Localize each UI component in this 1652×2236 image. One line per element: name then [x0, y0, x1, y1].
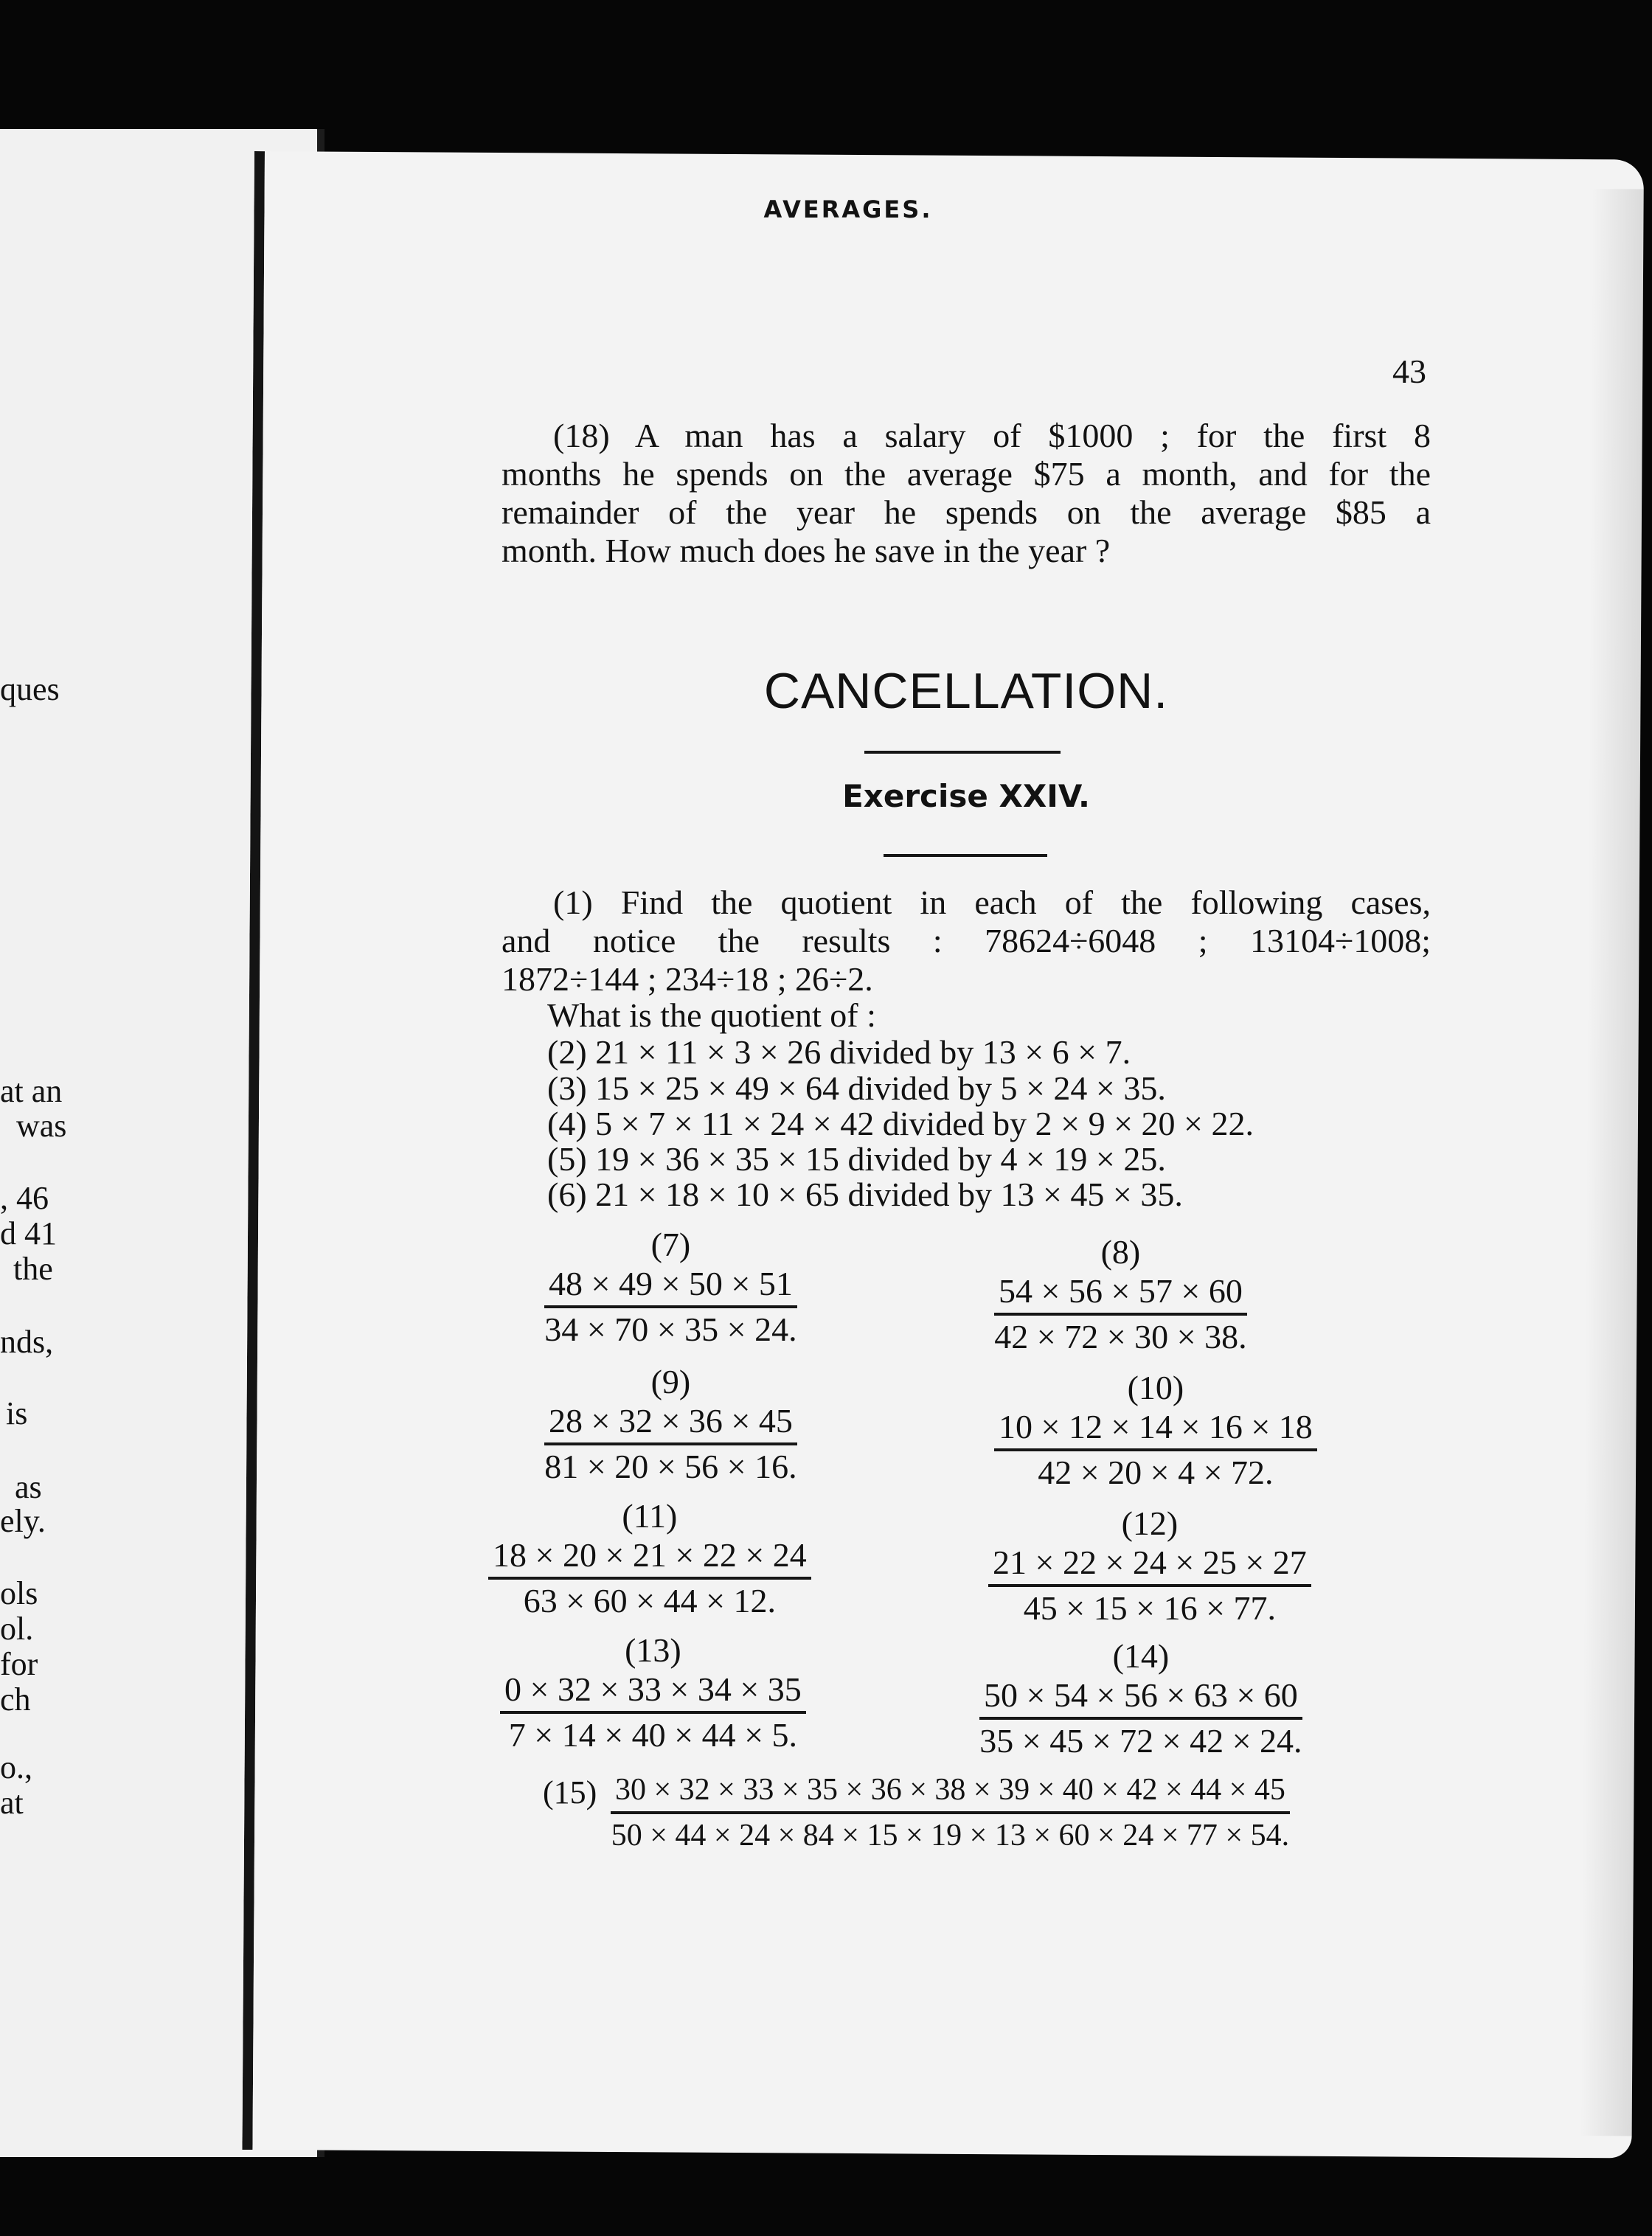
fraction-denominator: 35 × 45 × 72 × 42 × 24.: [979, 1722, 1302, 1760]
fraction-label: (12): [1121, 1504, 1179, 1542]
problem-18: [502, 417, 1431, 570]
text-line: and notice the results : 78624÷6048 ; 13104÷1008;: [502, 922, 1431, 959]
page-edge-shadow: [1580, 189, 1644, 2136]
question-6: (6) 21 × 18 × 10 × 65 divided by 13 × 45 × 35.: [547, 1176, 1183, 1213]
section-title: CANCELLATION.: [763, 663, 1169, 719]
left-fragment: as: [15, 1469, 42, 1505]
left-fragment: ol.: [0, 1611, 34, 1647]
left-fragment: ques: [0, 671, 60, 707]
fraction-8: [994, 1233, 1247, 1358]
exercise-divider: [884, 854, 1047, 857]
question-prompt: What is the quotient of :: [547, 996, 876, 1034]
text-line: months he spends on the average $75 a month, and for the: [502, 455, 1431, 493]
left-fragment: at: [0, 1785, 24, 1821]
left-fragment: was: [16, 1108, 67, 1144]
question-1: [502, 883, 1431, 999]
left-fragment: ch: [0, 1681, 31, 1718]
fraction-numerator: 54 × 56 × 57 × 60: [994, 1271, 1247, 1316]
fraction-denominator: 34 × 70 × 35 × 24.: [544, 1310, 797, 1348]
fraction-denominator: 81 × 20 × 56 × 16.: [544, 1448, 797, 1485]
text-line: (1) Find the quotient in each of the following cases,: [553, 883, 1431, 921]
fraction-numerator: 0 × 32 × 33 × 34 × 35: [500, 1670, 806, 1714]
fraction-7: [544, 1226, 797, 1351]
fraction-label: (10): [1127, 1369, 1184, 1406]
fraction-label: (13): [625, 1631, 681, 1669]
problem-15-label: (15): [543, 1774, 597, 1810]
text-line: month. How much does he save in the year ?: [502, 532, 1111, 569]
fraction-9: [544, 1363, 797, 1488]
fraction-numerator: 30 × 32 × 33 × 35 × 36 × 38 × 39 × 40 × 42 × 44 × 45: [611, 1770, 1290, 1814]
fraction-label: (14): [1112, 1637, 1170, 1675]
fraction-label: (8): [1100, 1233, 1141, 1271]
text-line: remainder of the year he spends on the average $85 a: [502, 493, 1431, 531]
left-fragment: , 46: [0, 1180, 49, 1216]
fraction-label: (7): [650, 1226, 691, 1263]
fraction-denominator: 7 × 14 × 40 × 44 × 5.: [508, 1716, 798, 1754]
fraction-label: (11): [622, 1497, 678, 1535]
fraction-10: [994, 1369, 1317, 1494]
fraction-numerator: 18 × 20 × 21 × 22 × 24: [488, 1535, 811, 1580]
text-line: 1872÷144 ; 234÷18 ; 26÷2.: [502, 960, 873, 998]
question-4: (4) 5 × 7 × 11 × 24 × 42 divided by 2 × 9 × 20 × 22.: [547, 1105, 1254, 1142]
fraction-numerator: 28 × 32 × 36 × 45: [544, 1401, 797, 1445]
fraction-label: (9): [650, 1363, 691, 1400]
left-fragment: o.,: [0, 1749, 32, 1785]
fraction-denominator: 42 × 72 × 30 × 38.: [994, 1318, 1247, 1355]
spacer: [611, 1732, 1290, 1770]
fraction-denominator: 63 × 60 × 44 × 12.: [523, 1582, 777, 1619]
fraction-denominator: 42 × 20 × 4 × 72.: [1038, 1454, 1274, 1491]
fraction-11: [488, 1497, 811, 1622]
fraction-numerator: 48 × 49 × 50 × 51: [544, 1264, 797, 1308]
exercise-title: Exercise XXIV.: [842, 778, 1090, 814]
fraction-numerator: 21 × 22 × 24 × 25 × 27: [988, 1543, 1311, 1587]
left-fragment: for: [0, 1646, 38, 1682]
fraction-12: [988, 1504, 1311, 1630]
title-divider: [864, 751, 1061, 754]
question-2: (2) 21 × 11 × 3 × 26 divided by 13 × 6 × 7.: [547, 1033, 1131, 1071]
fraction-denominator: 50 × 44 × 24 × 84 × 15 × 19 × 13 × 60 × 24 × 77 × 54.: [611, 1819, 1290, 1853]
left-fragment: at an: [0, 1073, 63, 1109]
fraction-numerator: 10 × 12 × 14 × 16 × 18: [994, 1407, 1317, 1451]
left-fragment: is: [6, 1395, 28, 1431]
left-fragment: the: [13, 1251, 53, 1287]
left-fragment: d 41: [0, 1215, 57, 1251]
page-number: 43: [1392, 353, 1426, 390]
running-header: AVERAGES.: [763, 195, 933, 223]
text-line: (18) A man has a salary of $1000 ; for the first 8: [553, 417, 1431, 454]
left-fragment: nds,: [0, 1324, 54, 1360]
left-fragment: ely.: [0, 1503, 46, 1539]
problem-15-fraction: [611, 1732, 1290, 1857]
question-3: (3) 15 × 25 × 49 × 64 divided by 5 × 24 × 35.: [547, 1069, 1166, 1107]
left-fragment: ols: [0, 1575, 38, 1611]
question-5: (5) 19 × 36 × 35 × 15 divided by 4 × 19 × 25.: [547, 1140, 1166, 1178]
fraction-denominator: 45 × 15 × 16 × 77.: [1023, 1589, 1277, 1627]
fraction-numerator: 50 × 54 × 56 × 63 × 60: [979, 1676, 1302, 1720]
